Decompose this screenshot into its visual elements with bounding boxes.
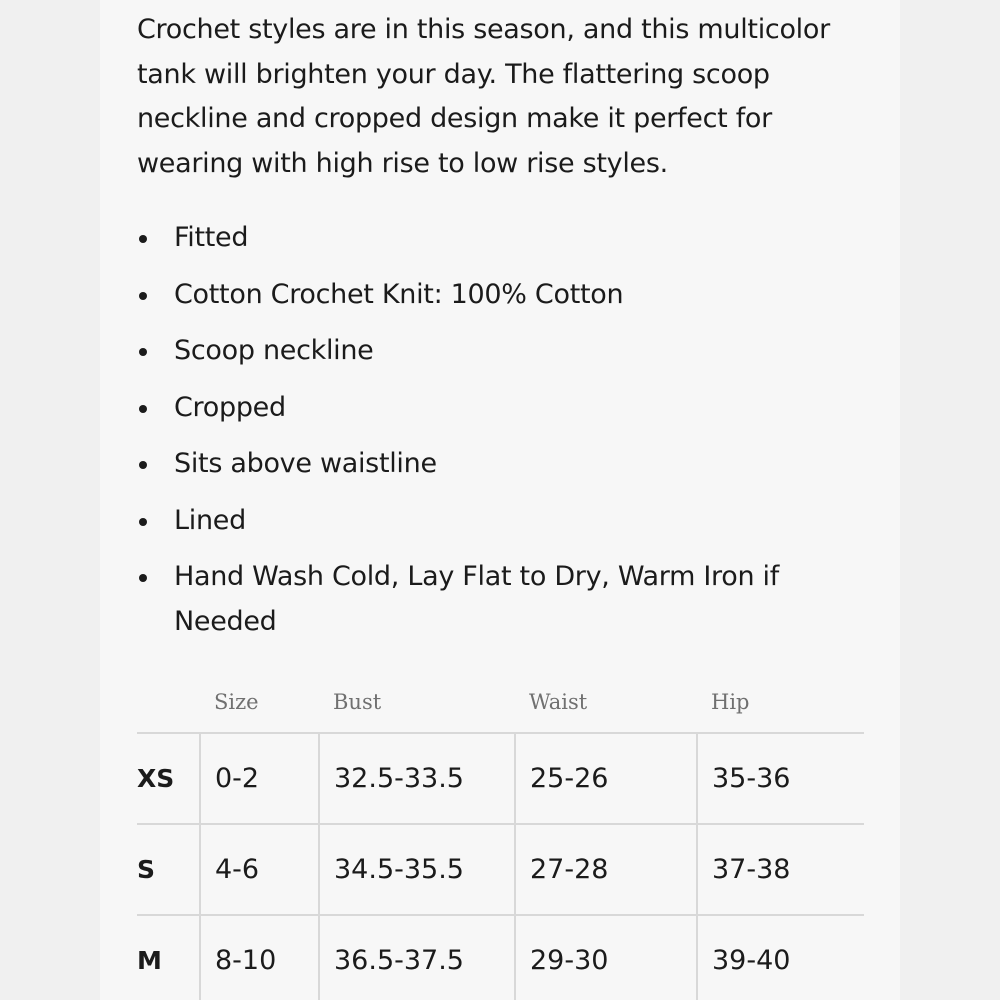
waist-value: 27-28	[515, 824, 697, 915]
hip-value: 35-36	[697, 733, 864, 824]
column-header-hip: Hip	[711, 690, 750, 714]
size-chart-table	[137, 672, 864, 1000]
hip-value: 37-38	[697, 824, 864, 915]
column-header-size: Size	[214, 690, 259, 714]
column-header-bust: Bust	[333, 690, 382, 714]
size-value: 8-10	[200, 915, 319, 1000]
feature-item: Cropped	[137, 386, 877, 431]
feature-item: Sits above waistline	[137, 442, 877, 487]
bust-value: 32.5-33.5	[319, 733, 515, 824]
product-description: Crochet styles are in this season, and this multicolor tank will brighten your day. The flattering scoop neckline and cropped design make it perfect for wearing with high rise to low rise styles.	[137, 14, 830, 180]
column-header-blank	[137, 672, 200, 733]
size-label: S	[137, 824, 200, 915]
bust-value: 36.5-37.5	[319, 915, 515, 1000]
size-label: XS	[137, 733, 200, 824]
table-row	[137, 733, 864, 824]
waist-value: 25-26	[515, 733, 697, 824]
feature-item: Lined	[137, 499, 877, 544]
feature-list	[137, 216, 877, 656]
table-row	[137, 824, 864, 915]
size-value: 0-2	[200, 733, 319, 824]
column-header-waist: Waist	[529, 690, 588, 714]
feature-item: Hand Wash Cold, Lay Flat to Dry, Warm Iron if Needed	[137, 555, 877, 644]
hip-value: 39-40	[697, 915, 864, 1000]
bust-value: 34.5-35.5	[319, 824, 515, 915]
feature-item: Scoop neckline	[137, 329, 877, 374]
size-value: 4-6	[200, 824, 319, 915]
feature-item: Fitted	[137, 216, 877, 261]
table-row	[137, 915, 864, 1000]
feature-item: Cotton Crochet Knit: 100% Cotton	[137, 273, 877, 318]
size-chart-header-row	[137, 672, 864, 733]
waist-value: 29-30	[515, 915, 697, 1000]
size-label: M	[137, 915, 200, 1000]
